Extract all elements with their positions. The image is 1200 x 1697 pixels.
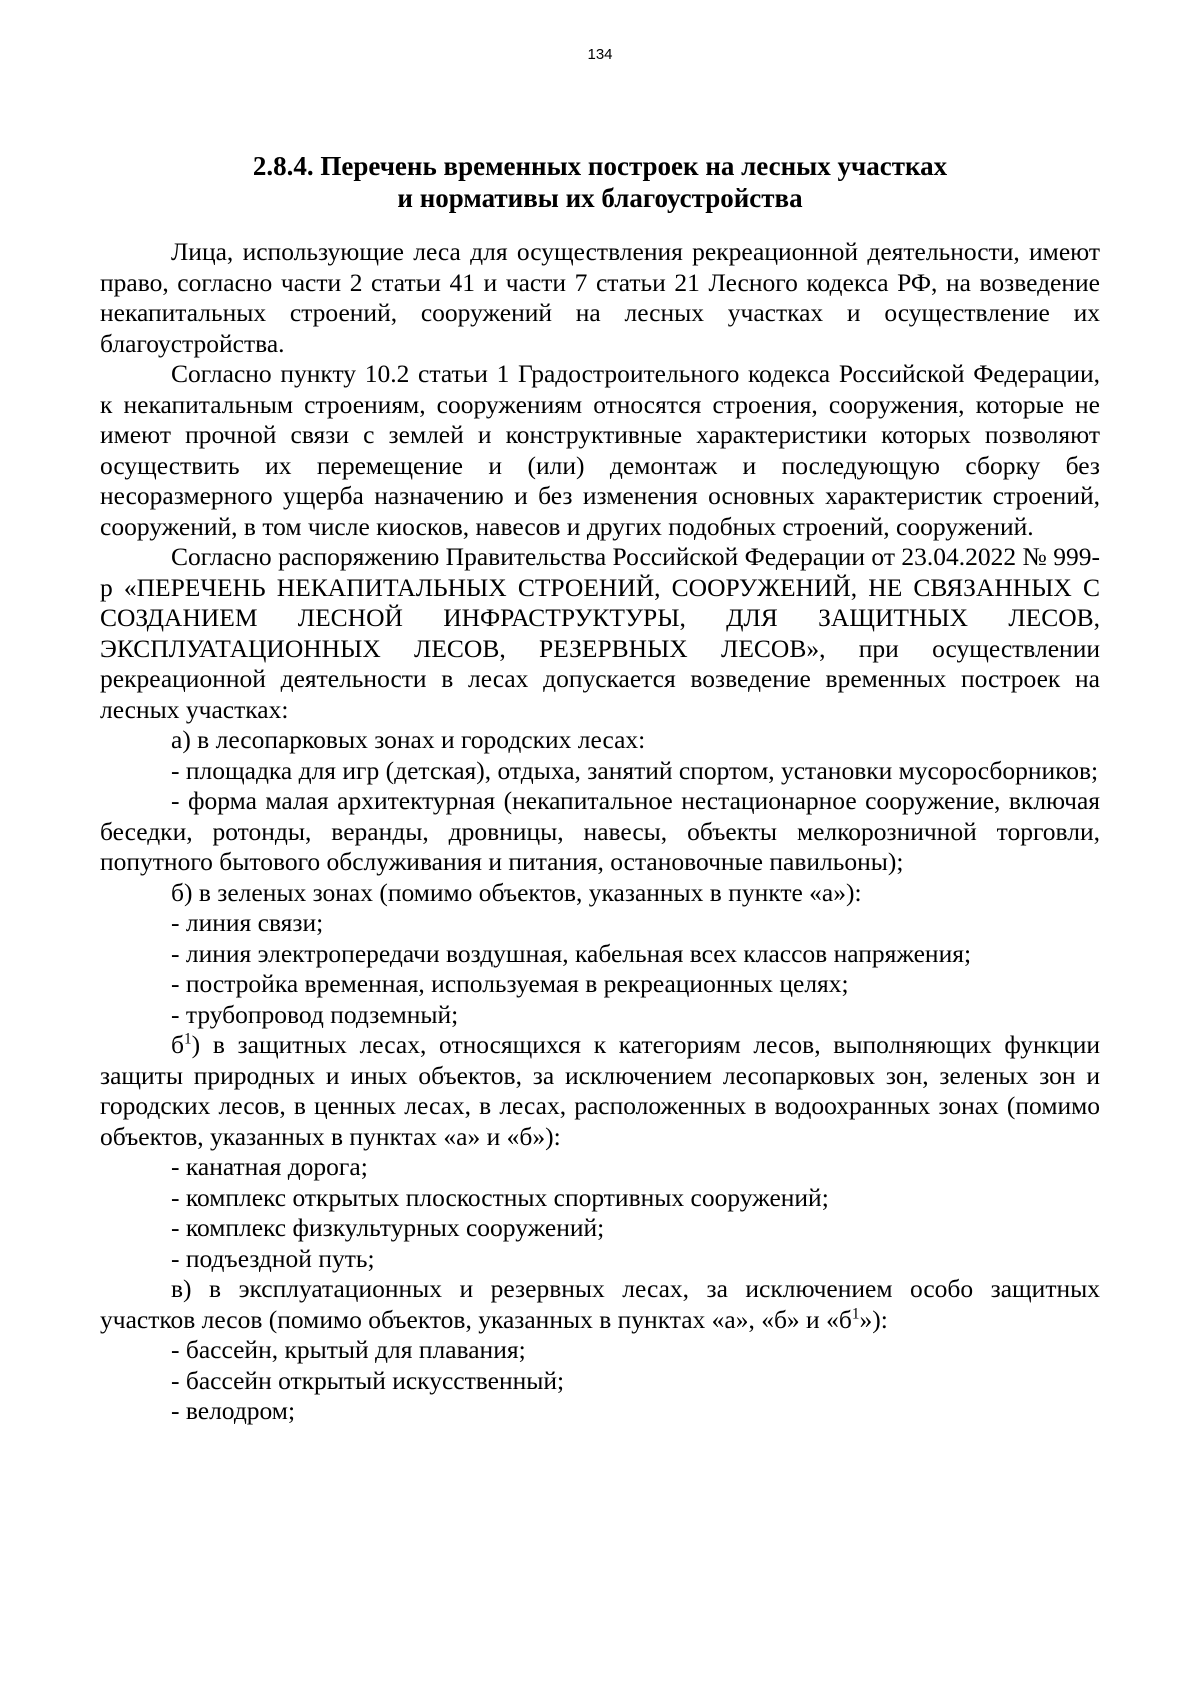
v-suffix: »): (859, 1304, 888, 1334)
list-heading-a: а) в лесопарковых зонах и городских лесах: (171, 725, 646, 754)
list-item: - подъездной путь; (171, 1243, 375, 1273)
list-item: - бассейн открытый искусственный; (171, 1365, 565, 1395)
list-heading-b: б) в зеленых зонах (помимо объектов, указанных в пункте «а»): (171, 877, 862, 907)
v-superscript: 1 (851, 1305, 860, 1322)
list-item: - форма малая архитектурная (некапитальное нестационарное сооружение, включая беседки, ротонды, веранды, дровницы, навесы, объекты мелкорозничной торговли, попутного бытового обслуживания и питания, остановочные павильоны); (100, 786, 1100, 876)
paragraph-definition: Согласно пункту 10.2 статьи 1 Градостроительного кодекса Российской Федерации, к некапитальным строениям, сооружениям относятся строения, сооружения, которые не имеют прочной связи с землей и конструктивные характеристики которых позволяют осуществить их перемещение и (или) демонтаж и последующую сборку без несоразмерного ущерба назначению и без изменения основных характеристик строений, сооружений, в том числе киосков, навесов и других подобных строений, сооружений. (100, 359, 1100, 541)
list-item: - велодром; (171, 1396, 296, 1425)
list-item: - постройка временная, используемая в рекреационных целях; (171, 969, 849, 998)
list-heading-v (100, 1274, 1100, 1335)
page-number: 134 (587, 46, 613, 63)
section-heading-line-1: 2.8.4. Перечень временных построек на лесных участках (252, 151, 948, 181)
paragraph-rights: Лица, использующие леса для осуществления рекреационной деятельности, имеют право, согласно части 2 статьи 41 и части 7 статьи 21 Лесного кодекса РФ, на возведение некапитальных строений, сооружений на лесных участках и осуществление их благоустройства. (100, 237, 1100, 358)
list-item: - линия электропередачи воздушная, кабельная всех классов напряжения; (171, 938, 972, 968)
list-item: - линия связи; (171, 908, 324, 937)
list-item: - бассейн, крытый для плавания; (171, 1335, 526, 1364)
list-item: - канатная дорога; (171, 1152, 368, 1181)
b1-prefix: б (171, 1030, 184, 1059)
section-heading (100, 150, 1100, 214)
list-item: - площадка для игр (детская), отдыха, занятий спортом, установки мусоросборников; (171, 755, 1099, 785)
v-text: в) в эксплуатационных и резервных лесах, за исключением особо защитных участков лесов (помимо объектов, указанных в пунктах «а», «б» и «б (100, 1274, 1100, 1334)
list-item: - комплекс открытых плоскостных спортивных сооружений; (171, 1182, 829, 1212)
paragraph-order: Согласно распоряжению Правительства Российской Федерации от 23.04.2022 № 999-р «ПЕРЕЧЕНЬ НЕКАПИТАЛЬНЫХ СТРОЕНИЙ, СООРУЖЕНИЙ, НЕ СВЯЗАННЫХ С СОЗДАНИЕМ ЛЕСНОЙ ИНФРАСТРУКТУРЫ, ДЛЯ ЗАЩИТНЫХ ЛЕСОВ, ЭКСПЛУАТАЦИОННЫХ ЛЕСОВ, РЕЗЕРВНЫХ ЛЕСОВ», при осуществлении рекреационной деятельности в лесах допускается возведение временных построек на лесных участках: (100, 542, 1100, 724)
list-item: - комплекс физкультурных сооружений; (171, 1213, 605, 1242)
b1-text: ) в защитных лесах, относящихся к категориям лесов, выполняющих функции защиты природных и иных объектов, за исключением лесопарковых зон, зеленых зон и городских лесов, в ценных лесах, в лесах, расположенных в водоохранных зонах (помимо объектов, указанных в пунктах «а» и «б»): (100, 1030, 1100, 1151)
b1-superscript: 1 (183, 1030, 192, 1048)
section-heading-line-2: и нормативы их благоустройства (397, 183, 803, 213)
list-heading-b1 (100, 1030, 1100, 1152)
list-item: - трубопровод подземный; (171, 999, 459, 1029)
document-body (100, 237, 1100, 1427)
